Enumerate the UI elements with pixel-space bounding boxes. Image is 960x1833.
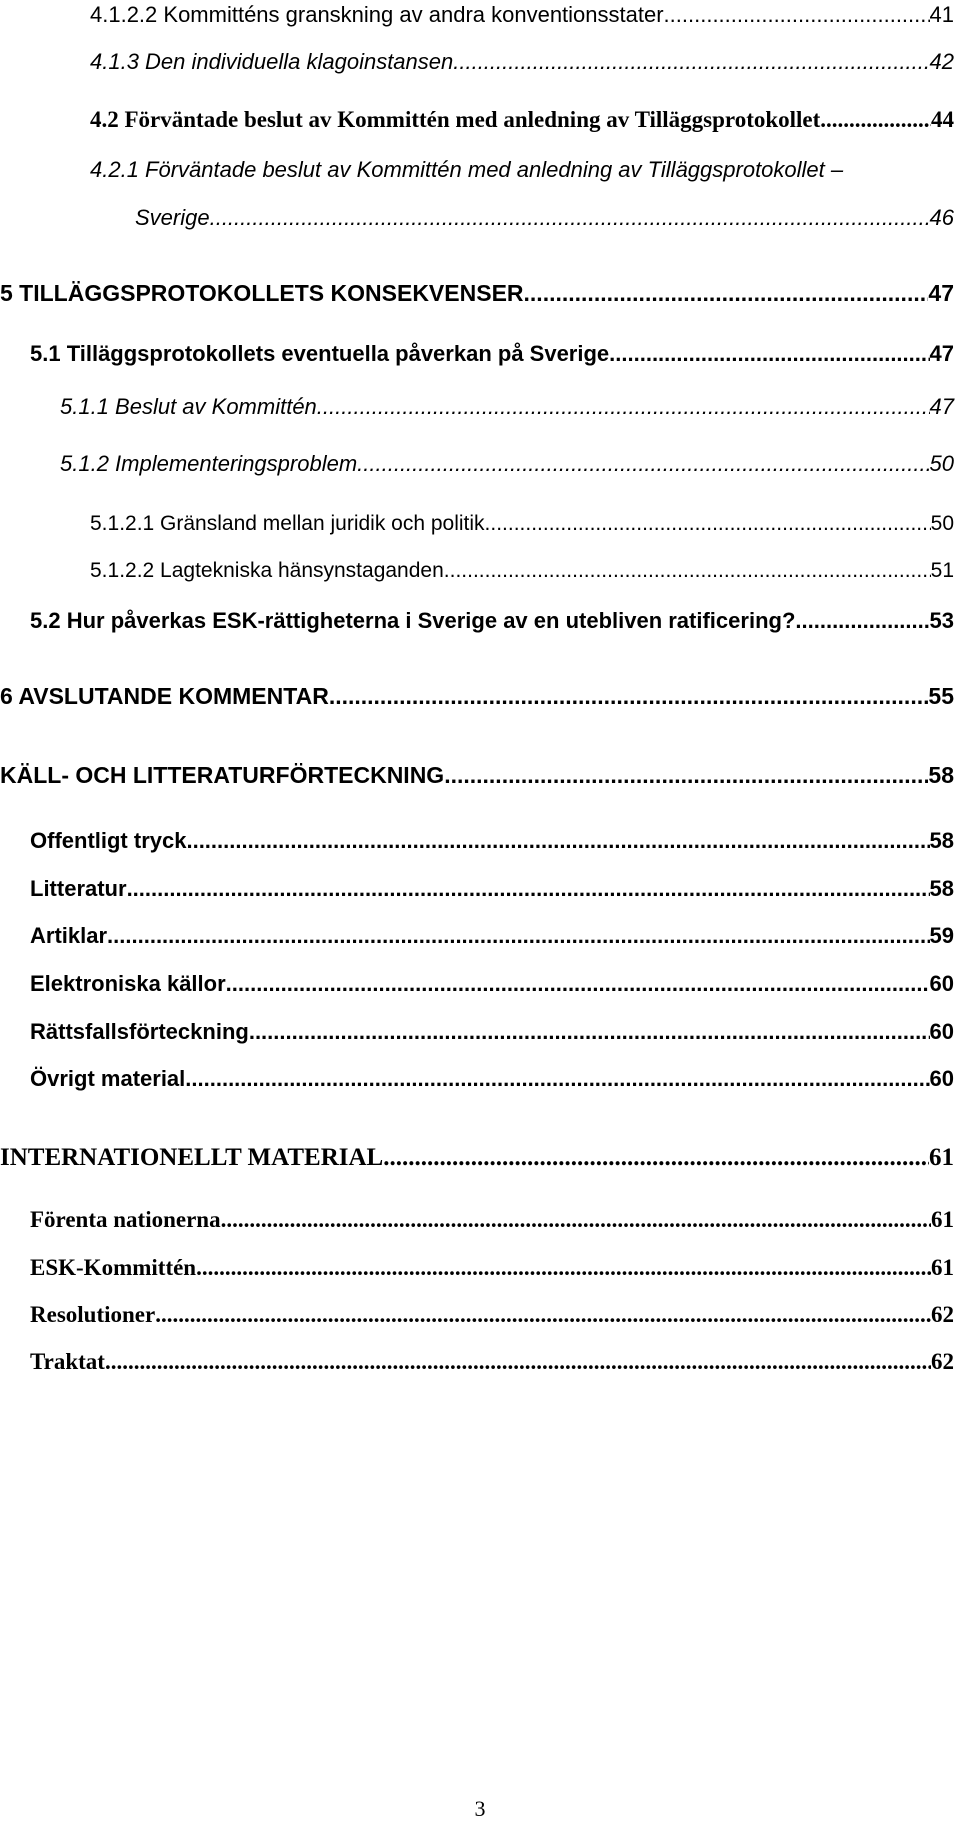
toc-entry-page: 60 — [929, 1019, 954, 1044]
toc-entry[interactable] — [60, 394, 954, 420]
dot-leader — [127, 876, 930, 902]
page-number: 3 — [474, 1796, 486, 1821]
toc-entry-title: Sverige — [135, 205, 210, 230]
toc-entry-title: Artiklar — [30, 923, 108, 948]
toc-entry-page: 47 — [929, 341, 954, 366]
toc-entry-page: 58 — [929, 828, 954, 853]
toc-entry-page: 58 — [928, 762, 954, 788]
dot-leader — [317, 394, 930, 420]
toc-entry-title: Offentligt tryck — [30, 828, 187, 853]
toc-entry[interactable] — [30, 923, 954, 949]
dot-leader — [196, 1254, 931, 1282]
toc-entry-title: 4.2 Förväntade beslut av Kommittén med anledning av Tilläggsprotokollet — [90, 107, 821, 132]
toc-entry-page: 62 — [931, 1349, 954, 1374]
toc-entry-page: 61 — [931, 1255, 954, 1280]
toc-entry-title: 5.2 Hur påverkas ESK-rättigheterna i Sverige av en utebliven ratificering? — [30, 608, 796, 633]
toc-entry[interactable] — [0, 1143, 954, 1173]
toc-entry[interactable] — [90, 2, 954, 28]
toc-entry[interactable] — [30, 1206, 954, 1234]
toc-entry-page: 47 — [928, 280, 954, 306]
dot-leader — [609, 341, 929, 367]
toc-entry[interactable] — [30, 971, 954, 997]
toc-entry-title-line1[interactable]: 4.2.1 Förväntade beslut av Kommittén med anledning av Tilläggsprotokollet – — [90, 157, 844, 182]
toc-entry[interactable] — [0, 683, 954, 711]
toc-entry-title: 5.1.2.1 Gränsland mellan juridik och politik — [90, 512, 485, 535]
toc-entry[interactable] — [0, 762, 954, 790]
dot-leader — [795, 608, 929, 634]
dot-leader — [249, 1019, 930, 1045]
toc-entry-page: 50 — [930, 512, 954, 535]
toc-entry[interactable] — [90, 49, 954, 75]
toc-entry-page: 42 — [929, 49, 954, 74]
toc-entry-page: 55 — [928, 683, 954, 709]
toc-entry-page: 53 — [929, 608, 954, 633]
dot-leader — [105, 1348, 931, 1376]
toc-entry[interactable] — [90, 558, 954, 583]
toc-entry[interactable] — [90, 106, 954, 134]
toc-entry-title: ESK-Kommittén — [30, 1255, 197, 1280]
toc-entry-title: 4.1.2.2 Kommitténs granskning av andra konventionsstater — [90, 2, 664, 27]
toc-entry-title: 5.1 Tilläggsprotokollets eventuella påverkan på Sverige — [30, 341, 610, 366]
dot-leader — [210, 205, 930, 231]
dot-leader — [524, 280, 929, 308]
toc-entry[interactable] — [0, 280, 954, 308]
dot-leader — [185, 1066, 929, 1092]
dot-leader — [383, 1143, 929, 1173]
toc-entry-page: 51 — [930, 559, 954, 582]
toc-entry-page: 62 — [931, 1302, 954, 1327]
toc-entry-title: 5.1.2 Implementeringsproblem — [60, 451, 358, 476]
dot-leader — [221, 1206, 931, 1234]
toc-entry[interactable] — [30, 341, 954, 367]
toc-entry[interactable] — [30, 876, 954, 902]
toc-entry-title: 4.1.3 Den individuella klagoinstansen — [90, 49, 454, 74]
dot-leader — [453, 49, 929, 75]
toc-entry-title: Elektroniska källor — [30, 971, 226, 996]
toc-entry[interactable] — [30, 1066, 954, 1092]
toc-entry[interactable] — [30, 1348, 954, 1376]
toc-entry-page: 47 — [929, 394, 954, 419]
dot-leader — [485, 511, 931, 536]
toc-entry[interactable] — [135, 205, 954, 231]
toc-entry-page: 61 — [929, 1144, 954, 1171]
dot-leader — [357, 451, 929, 477]
toc-entry[interactable] — [30, 1301, 954, 1329]
toc-entry-title: Förenta nationerna — [30, 1207, 221, 1232]
toc-entry-title: 5.1.2.2 Lagtekniska hänsynstaganden — [90, 559, 444, 582]
toc-entry[interactable] — [30, 608, 954, 634]
toc-entry-title: Traktat — [30, 1349, 105, 1374]
toc-entry-title: Övrigt material — [30, 1066, 186, 1091]
toc-entry-title: 5 TILLÄGGSPROTOKOLLETS KONSEKVENSER — [0, 280, 524, 306]
dot-leader — [444, 558, 931, 583]
toc-entry-page: 41 — [929, 2, 954, 27]
toc-entry-page: 60 — [929, 1066, 954, 1091]
toc-entry-page: 58 — [929, 876, 954, 901]
toc-entry-title: Litteratur — [30, 876, 127, 901]
toc-entry-page: 44 — [931, 107, 954, 132]
toc-entry-title: Resolutioner — [30, 1302, 156, 1327]
toc-entry-title: Rättsfallsförteckning — [30, 1019, 249, 1044]
dot-leader — [107, 923, 929, 949]
toc-entry-title: 6 AVSLUTANDE KOMMENTAR — [0, 683, 329, 709]
toc-entry-page: 60 — [929, 971, 954, 996]
dot-leader — [155, 1301, 931, 1329]
toc-entry-title: INTERNATIONELLT MATERIAL — [0, 1144, 384, 1171]
toc-entry-page: 61 — [931, 1207, 954, 1232]
toc-entry-page: 46 — [929, 205, 954, 230]
toc-entry[interactable] — [60, 451, 954, 477]
toc-entry[interactable] — [90, 511, 954, 536]
dot-leader — [444, 762, 928, 790]
dot-leader — [226, 971, 930, 997]
dot-leader — [186, 828, 929, 854]
toc-entry-page: 50 — [929, 451, 954, 476]
dot-leader — [329, 683, 929, 711]
toc-entry-title: KÄLL- OCH LITTERATURFÖRTECKNING — [0, 762, 445, 788]
dot-leader — [664, 2, 930, 28]
dot-leader — [820, 106, 931, 134]
toc-entry-page: 59 — [929, 923, 954, 948]
toc-entry[interactable] — [30, 1019, 954, 1045]
toc-entry[interactable] — [30, 828, 954, 854]
toc-entry[interactable] — [30, 1254, 954, 1282]
toc-entry-title: 5.1.1 Beslut av Kommittén — [60, 394, 317, 419]
